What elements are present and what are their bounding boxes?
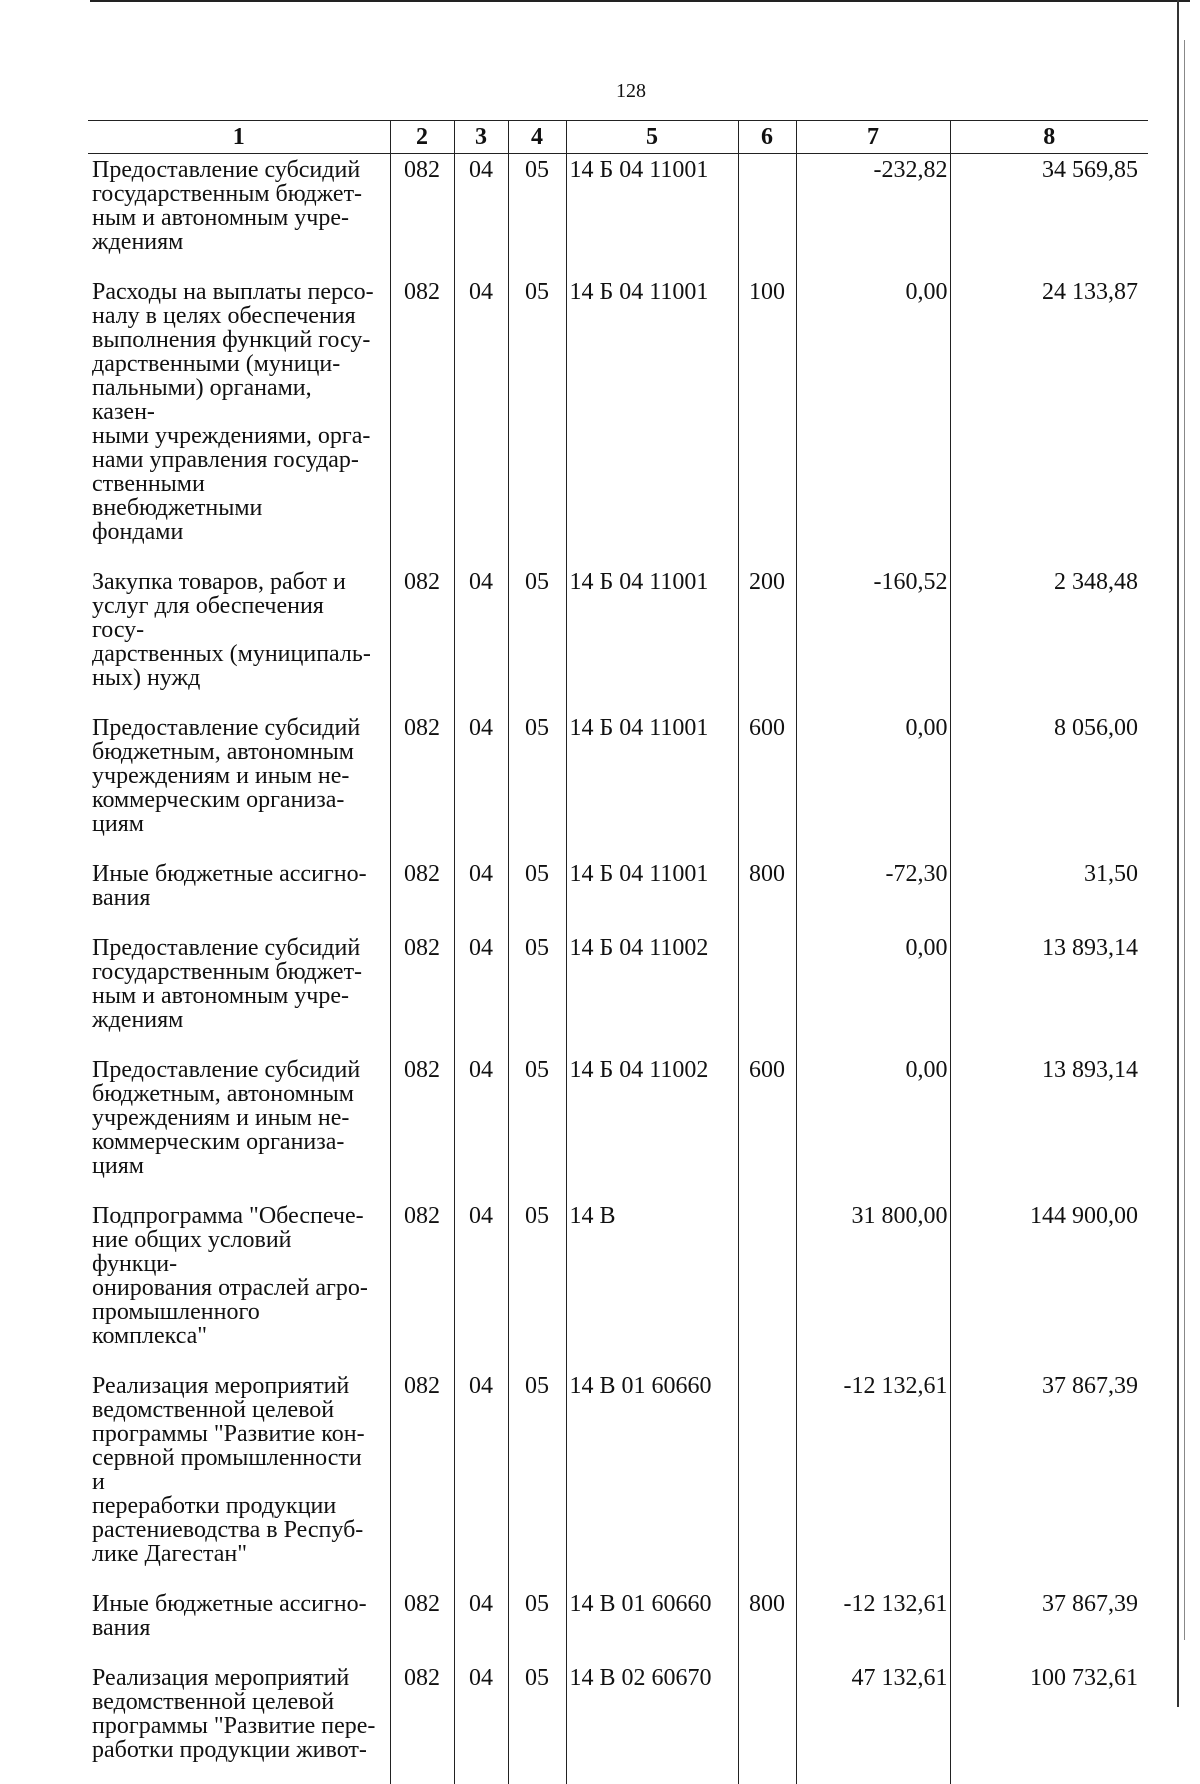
cell-description xyxy=(88,1370,390,1588)
cell-expense-type xyxy=(738,932,796,1054)
cell-change-amount: -160,52 xyxy=(796,566,950,712)
cell-target-article: 14 В 01 60660 xyxy=(566,1588,738,1662)
column-header: 8 xyxy=(950,121,1148,154)
cell-section: 04 xyxy=(454,1200,508,1370)
table-body xyxy=(88,154,1148,1784)
description-line: дарственных (муниципаль- xyxy=(92,642,378,666)
description-line: бюджетным, автономным xyxy=(92,1082,378,1106)
description-line: вания xyxy=(92,1616,378,1640)
table-row xyxy=(88,1054,1148,1200)
cell-subsection: 05 xyxy=(508,1054,566,1200)
column-header: 5 xyxy=(566,121,738,154)
cell-description xyxy=(88,276,390,566)
cell-target-article: 14 Б 04 11002 xyxy=(566,1054,738,1200)
description-line: Предоставление субсидий xyxy=(92,158,378,182)
cell-section: 04 xyxy=(454,712,508,858)
cell-subsection: 05 xyxy=(508,276,566,566)
description-line: Иные бюджетные ассигно- xyxy=(92,862,378,886)
cell-target-article: 14 Б 04 11001 xyxy=(566,154,738,277)
cell-description xyxy=(88,858,390,932)
description-line: Подпрограмма "Обеспече- xyxy=(92,1204,378,1228)
cell-total-amount: 144 900,00 xyxy=(950,1200,1148,1370)
description-line: Закупка товаров, работ и xyxy=(92,570,378,594)
description-line: ждениям xyxy=(92,1008,378,1032)
cell-target-article: 14 Б 04 11002 xyxy=(566,932,738,1054)
cell-subsection: 05 xyxy=(508,1370,566,1588)
description-line: Предоставление субсидий xyxy=(92,716,378,740)
description-line: ведомственной целевой xyxy=(92,1690,378,1714)
cell-expense-type xyxy=(738,154,796,277)
cell-target-article: 14 В 02 60670 xyxy=(566,1662,738,1784)
description-line: Предоставление субсидий xyxy=(92,936,378,960)
cell-total-amount: 37 867,39 xyxy=(950,1588,1148,1662)
column-header: 2 xyxy=(390,121,454,154)
cell-description xyxy=(88,566,390,712)
description-line: нами управления государ- xyxy=(92,448,378,472)
description-line: ных) нужд xyxy=(92,666,378,690)
description-line: ние общих условий функци- xyxy=(92,1228,378,1276)
cell-change-amount: 0,00 xyxy=(796,712,950,858)
cell-total-amount: 13 893,14 xyxy=(950,932,1148,1054)
description-line: онирования отраслей агро- xyxy=(92,1276,378,1300)
cell-target-article: 14 Б 04 11001 xyxy=(566,276,738,566)
cell-subsection: 05 xyxy=(508,154,566,277)
cell-description xyxy=(88,1054,390,1200)
table-row xyxy=(88,154,1148,277)
cell-ministry-code: 082 xyxy=(390,1054,454,1200)
table-row xyxy=(88,1662,1148,1784)
cell-section: 04 xyxy=(454,1588,508,1662)
cell-change-amount: 31 800,00 xyxy=(796,1200,950,1370)
cell-description xyxy=(88,932,390,1054)
table-row xyxy=(88,276,1148,566)
description-line: коммерческим организа- xyxy=(92,788,378,812)
description-line: государственным бюджет- xyxy=(92,182,378,206)
description-line: коммерческим организа- xyxy=(92,1130,378,1154)
cell-expense-type: 800 xyxy=(738,858,796,932)
table-row xyxy=(88,858,1148,932)
cell-change-amount: 0,00 xyxy=(796,932,950,1054)
description-line: промышленного комплекса" xyxy=(92,1300,378,1348)
column-header: 7 xyxy=(796,121,950,154)
table-row xyxy=(88,1370,1148,1588)
cell-subsection: 05 xyxy=(508,932,566,1054)
cell-description xyxy=(88,1200,390,1370)
scan-edge-right xyxy=(1177,0,1179,1707)
scan-edge-top xyxy=(90,0,1190,2)
cell-expense-type xyxy=(738,1662,796,1784)
cell-ministry-code: 082 xyxy=(390,276,454,566)
cell-description xyxy=(88,1588,390,1662)
cell-total-amount: 8 056,00 xyxy=(950,712,1148,858)
cell-total-amount: 34 569,85 xyxy=(950,154,1148,277)
cell-total-amount: 100 732,61 xyxy=(950,1662,1148,1784)
description-line: вания xyxy=(92,886,378,910)
description-line: выполнения функций госу- xyxy=(92,328,378,352)
description-line: Расходы на выплаты персо- xyxy=(92,280,378,304)
description-line: ным и автономным учре- xyxy=(92,206,378,230)
cell-change-amount: -232,82 xyxy=(796,154,950,277)
cell-target-article: 14 В 01 60660 xyxy=(566,1370,738,1588)
cell-subsection: 05 xyxy=(508,1662,566,1784)
cell-section: 04 xyxy=(454,276,508,566)
cell-change-amount: 0,00 xyxy=(796,1054,950,1200)
description-line: дарственными (муници- xyxy=(92,352,378,376)
description-line: программы "Развитие пере- xyxy=(92,1714,378,1738)
cell-expense-type: 200 xyxy=(738,566,796,712)
description-line: ственными внебюджетными xyxy=(92,472,378,520)
description-line: государственным бюджет- xyxy=(92,960,378,984)
table-row xyxy=(88,932,1148,1054)
cell-ministry-code: 082 xyxy=(390,858,454,932)
cell-ministry-code: 082 xyxy=(390,1200,454,1370)
description-line: циям xyxy=(92,1154,378,1178)
description-line: ными учреждениями, орга- xyxy=(92,424,378,448)
cell-section: 04 xyxy=(454,1662,508,1784)
table-row xyxy=(88,1200,1148,1370)
cell-section: 04 xyxy=(454,1370,508,1588)
scan-edge-right-shadow xyxy=(1184,40,1185,1640)
cell-total-amount: 2 348,48 xyxy=(950,566,1148,712)
cell-total-amount: 24 133,87 xyxy=(950,276,1148,566)
cell-change-amount: -72,30 xyxy=(796,858,950,932)
cell-expense-type: 600 xyxy=(738,712,796,858)
cell-ministry-code: 082 xyxy=(390,154,454,277)
cell-expense-type: 800 xyxy=(738,1588,796,1662)
column-header: 6 xyxy=(738,121,796,154)
cell-description xyxy=(88,154,390,277)
cell-change-amount: 47 132,61 xyxy=(796,1662,950,1784)
cell-description xyxy=(88,712,390,858)
table-header-row xyxy=(88,121,1148,154)
cell-target-article: 14 Б 04 11001 xyxy=(566,712,738,858)
description-line: учреждениям и иным не- xyxy=(92,1106,378,1130)
description-line: Предоставление субсидий xyxy=(92,1058,378,1082)
column-header: 1 xyxy=(88,121,390,154)
cell-total-amount: 13 893,14 xyxy=(950,1054,1148,1200)
cell-expense-type xyxy=(738,1370,796,1588)
cell-ministry-code: 082 xyxy=(390,1662,454,1784)
cell-ministry-code: 082 xyxy=(390,932,454,1054)
table-row xyxy=(88,712,1148,858)
description-line: учреждениям и иным не- xyxy=(92,764,378,788)
description-line: услуг для обеспечения госу- xyxy=(92,594,378,642)
cell-subsection: 05 xyxy=(508,858,566,932)
cell-subsection: 05 xyxy=(508,1588,566,1662)
description-line: ным и автономным учре- xyxy=(92,984,378,1008)
table-row xyxy=(88,1588,1148,1662)
description-line: программы "Развитие кон- xyxy=(92,1422,378,1446)
description-line: Реализация мероприятий xyxy=(92,1374,378,1398)
description-line: Реализация мероприятий xyxy=(92,1666,378,1690)
cell-ministry-code: 082 xyxy=(390,1588,454,1662)
cell-expense-type: 600 xyxy=(738,1054,796,1200)
table-row xyxy=(88,566,1148,712)
description-line: переработки продукции xyxy=(92,1494,378,1518)
cell-section: 04 xyxy=(454,932,508,1054)
cell-section: 04 xyxy=(454,1054,508,1200)
cell-expense-type xyxy=(738,1200,796,1370)
cell-target-article: 14 Б 04 11001 xyxy=(566,858,738,932)
description-line: бюджетным, автономным xyxy=(92,740,378,764)
description-line: работки продукции живот- xyxy=(92,1738,378,1762)
cell-target-article: 14 Б 04 11001 xyxy=(566,566,738,712)
cell-description xyxy=(88,1662,390,1784)
description-line: налу в целях обеспечения xyxy=(92,304,378,328)
description-line: ведомственной целевой xyxy=(92,1398,378,1422)
cell-ministry-code: 082 xyxy=(390,712,454,858)
cell-total-amount: 37 867,39 xyxy=(950,1370,1148,1588)
cell-change-amount: -12 132,61 xyxy=(796,1588,950,1662)
cell-subsection: 05 xyxy=(508,1200,566,1370)
cell-section: 04 xyxy=(454,154,508,277)
page-number: 128 xyxy=(0,80,1200,103)
cell-section: 04 xyxy=(454,858,508,932)
cell-expense-type: 100 xyxy=(738,276,796,566)
description-line: растениеводства в Респуб- xyxy=(92,1518,378,1542)
cell-target-article: 14 В xyxy=(566,1200,738,1370)
budget-table xyxy=(88,120,1148,1784)
description-line: сервной промышленности и xyxy=(92,1446,378,1494)
cell-change-amount: 0,00 xyxy=(796,276,950,566)
cell-total-amount: 31,50 xyxy=(950,858,1148,932)
description-line: Иные бюджетные ассигно- xyxy=(92,1592,378,1616)
description-line: лике Дагестан" xyxy=(92,1542,378,1566)
column-header: 4 xyxy=(508,121,566,154)
description-line: пальными) органами, казен- xyxy=(92,376,378,424)
cell-subsection: 05 xyxy=(508,712,566,858)
column-header: 3 xyxy=(454,121,508,154)
cell-subsection: 05 xyxy=(508,566,566,712)
description-line: ждениям xyxy=(92,230,378,254)
description-line: фондами xyxy=(92,520,378,544)
cell-ministry-code: 082 xyxy=(390,566,454,712)
description-line: циям xyxy=(92,812,378,836)
cell-ministry-code: 082 xyxy=(390,1370,454,1588)
cell-change-amount: -12 132,61 xyxy=(796,1370,950,1588)
cell-section: 04 xyxy=(454,566,508,712)
